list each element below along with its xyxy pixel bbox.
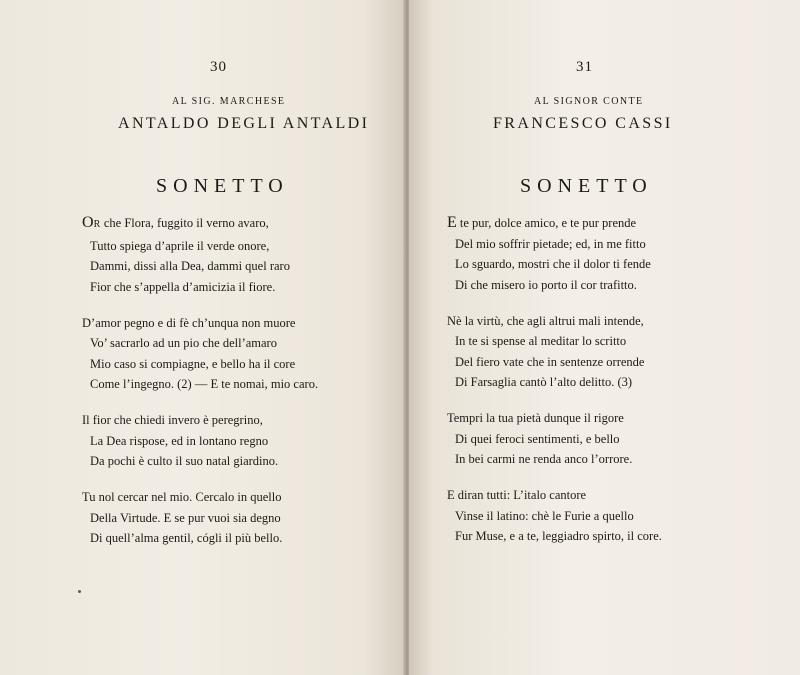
tercet-1 xyxy=(82,410,318,472)
verse-line: Vinse il latino: chè le Furie a quello xyxy=(455,508,634,523)
verse-line: Nè la virtù, che agli altrui mali intende, xyxy=(447,313,644,328)
verse-line: Come l’ingegno. (2) — E te nomai, mio caro. xyxy=(90,377,319,391)
verse-line: Di Farsaglia cantò l’alto delitto. (3) xyxy=(455,375,633,389)
sonnet-text xyxy=(82,213,318,564)
page-number: 31 xyxy=(576,59,593,75)
verse-line: La Dea rispose, ed in lontano regno xyxy=(90,433,269,448)
dedication-line: AL SIG. MARCHESE xyxy=(172,96,286,107)
sonnet-text xyxy=(447,213,662,562)
right-page xyxy=(409,0,800,675)
quatrain-1 xyxy=(82,213,318,297)
quatrain-1 xyxy=(447,213,662,295)
foxing-spot xyxy=(78,590,81,593)
tercet-1 xyxy=(447,408,662,470)
verse-line: Di che misero io porto il cor trafitto. xyxy=(455,277,637,292)
verse-line: Dammi, dissi alla Dea, dammi quel raro xyxy=(90,259,290,273)
verse-line: Del fiero vate che in sentenze orrende xyxy=(455,354,645,369)
verse-line: Della Virtude. E se pur vuoi sia degno xyxy=(90,510,281,525)
verse-line: Fior che s’appella d’amicizia il fiore. xyxy=(90,279,276,294)
verse-line: Tu nol cercar nel mio. Cercalo in quello xyxy=(82,490,282,504)
verse-line: Lo sguardo, mostri che il dolor ti fende xyxy=(455,257,651,271)
drop-capital: E xyxy=(447,214,457,231)
tercet-2 xyxy=(82,487,318,549)
verse-line xyxy=(447,213,662,234)
verse-line: In te si spense al meditar lo scritto xyxy=(455,334,627,348)
verse-line: Mio caso si compiagne, e bello ha il core xyxy=(90,356,296,371)
verse-line: D’amor pegno e di fè ch’unqua non muore xyxy=(82,315,296,330)
quatrain-2 xyxy=(447,311,662,393)
verse-line: Di quell’alma gentil, cógli il più bello. xyxy=(90,531,283,545)
verse-line-rest: che Flora, fuggito il verno avaro, xyxy=(100,216,269,230)
drop-capital: O xyxy=(82,214,94,231)
dedicatee-name: ANTALDO DEGLI ANTALDI xyxy=(118,115,370,132)
verse-line: Da pochi è culto il suo natal giardino. xyxy=(90,454,279,468)
verse-line: E diran tutti: L’italo cantore xyxy=(447,488,587,502)
poem-genre-title: SONETTO xyxy=(156,175,289,197)
poem-genre-title: SONETTO xyxy=(520,175,653,197)
verse-line: Vo’ sacrarlo ad un pio che dell’amaro xyxy=(90,336,277,350)
verse-line-rest: te pur, dolce amico, e te pur prende xyxy=(456,216,637,230)
tercet-2 xyxy=(447,485,662,547)
verse-line: Il fior che chiedi invero è peregrino, xyxy=(82,413,263,427)
page-number: 30 xyxy=(210,59,227,75)
verse-line: Di quei feroci sentimenti, e bello xyxy=(455,431,620,446)
verse-line: Fur Muse, e a te, leggiadro spirto, il core. xyxy=(455,529,662,543)
verse-line: Tutto spiega d’aprile il verde onore, xyxy=(90,238,270,253)
verse-line: Del mio soffrir pietade; ed, in me fitto xyxy=(455,236,646,251)
verse-line: Tempri la tua pietà dunque il rigore xyxy=(447,411,624,425)
dedication-line: AL SIGNOR CONTE xyxy=(534,96,644,107)
verse-line xyxy=(82,213,318,236)
quatrain-2 xyxy=(82,313,318,395)
small-caps-letter: R xyxy=(93,219,101,230)
verse-line: In bei carmi ne renda anco l’orrore. xyxy=(455,452,633,466)
dedicatee-name: FRANCESCO CASSI xyxy=(493,115,673,132)
